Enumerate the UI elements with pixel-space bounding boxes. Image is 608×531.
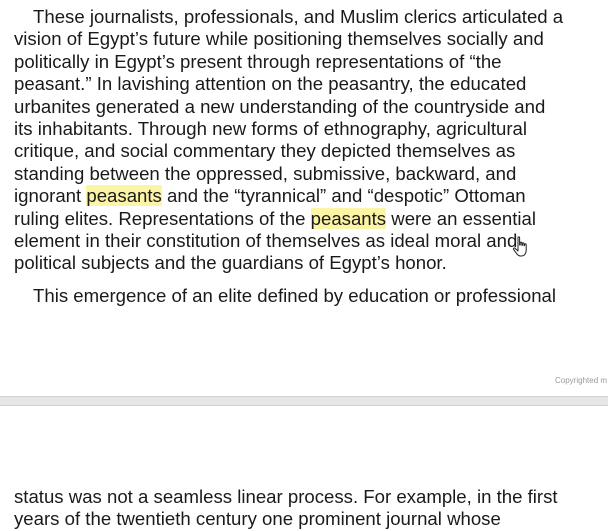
text-line: These journalists, professionals, and Muslim clerics articulated a <box>33 6 564 27</box>
hand-pointer-icon <box>512 236 530 258</box>
text-line: critique, and social commentary they depicted themselves as <box>14 140 516 162</box>
text-line: its inhabitants. Through new forms of ethnography, agricultural <box>14 117 527 139</box>
paragraph-2 <box>14 285 584 307</box>
text-line: standing between the oppressed, submissive, backward, and <box>14 162 517 184</box>
text-line: political subjects and the guardians of Egypt’s honor. <box>14 252 447 274</box>
text-line: status was not a seamless linear process. For example, in the first <box>14 486 558 507</box>
text-segment: and the “tyrannical” and “despotic” Ottoman <box>161 185 526 207</box>
text-segment: were an essential <box>386 207 536 229</box>
text-line: politically in Egypt’s present through representations of “the <box>14 50 502 72</box>
text-line: This emergence of an elite defined by education or professional <box>33 285 557 306</box>
text-line: peasant.” In lavishing attention on the peasantry, the educated <box>14 73 527 95</box>
page-separator <box>0 396 608 406</box>
text-segment: ruling elites. Representations of the <box>14 207 311 229</box>
search-highlight[interactable]: peasants <box>310 207 387 229</box>
book-page-2 <box>0 406 608 531</box>
paragraph-1 <box>14 6 584 275</box>
paragraph-3 <box>14 486 584 531</box>
text-line: element in their constitution of themselves as ideal moral and <box>14 229 518 251</box>
text-line: years of the twentieth century one prominent journal whose <box>14 508 501 530</box>
copyright-notice: Copyrighted m <box>555 376 608 385</box>
search-highlight[interactable]: peasants <box>86 185 162 207</box>
text-line <box>14 185 584 207</box>
text-segment: ignorant <box>14 185 87 207</box>
text-line: vision of Egypt’s future while positioning themselves socially and <box>14 28 544 50</box>
text-line: urbanites generated a new understanding of the countryside and <box>14 95 546 117</box>
text-line <box>14 208 584 230</box>
